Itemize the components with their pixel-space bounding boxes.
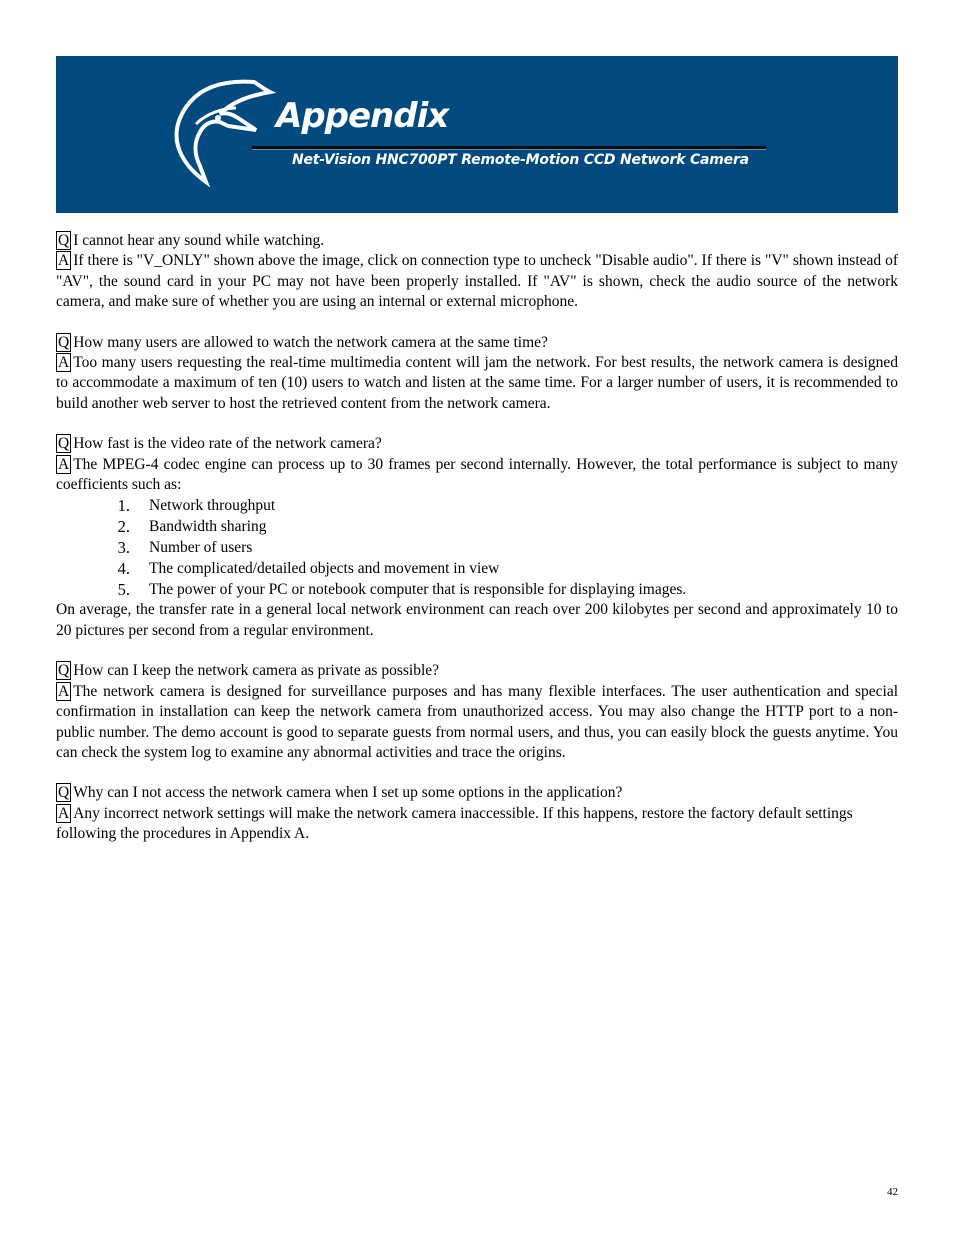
- answer-tag: A: [58, 354, 70, 372]
- answer-text: The MPEG-4 codec engine can process up to 30 frames per second internally. However, the total performance is subject to many coefficients such as:: [56, 455, 898, 494]
- page-number: 42: [887, 1186, 898, 1198]
- faq-item: [56, 333, 898, 415]
- faq-item: [56, 661, 898, 763]
- list-item: [56, 516, 898, 537]
- eagle-head-logo-icon: [166, 74, 276, 189]
- question-text: I cannot hear any sound while watching.: [73, 232, 325, 249]
- answer-text: Too many users requesting the real-time multimedia content will jam the network. For best results, the network camera is designed to accommodate a maximum of ten (10) users to watch and listen at the same time. For a larger number of users, it is recommended to build another web server to host the retrieved content from the network camera.: [56, 354, 898, 412]
- answer-continuation: On average, the transfer rate in a general local network environment can reach over 200 kilobytes per second and approximately 10 to 20 pictures per second from a regular environment.: [56, 601, 898, 639]
- faq-content: [56, 231, 898, 865]
- list-number: 2.: [117, 517, 130, 537]
- question-line: [56, 783, 898, 803]
- list-number: 4.: [117, 559, 130, 579]
- answer-line: [56, 251, 898, 312]
- list-number: 1.: [117, 496, 130, 516]
- question-text: Why can I not access the network camera when I set up some options in the application?: [73, 784, 623, 802]
- question-line: [56, 434, 898, 454]
- faq-item: [56, 434, 898, 641]
- answer-tag: A: [58, 455, 70, 473]
- faq-item: [56, 231, 898, 313]
- question-tag: Q: [58, 232, 70, 249]
- question-text: How fast is the video rate of the network camera?: [73, 435, 382, 453]
- list-number: 3.: [117, 538, 130, 558]
- list-item: [56, 537, 898, 558]
- question-tag: Q: [58, 662, 70, 680]
- list-text: Network throughput: [149, 497, 276, 515]
- header-banner: [56, 56, 898, 213]
- answer-tag: A: [58, 682, 70, 700]
- answer-tag: A: [58, 252, 70, 270]
- question-text: How many users are allowed to watch the network camera at the same time?: [73, 333, 548, 351]
- question-line: [56, 231, 898, 251]
- question-tag: Q: [58, 435, 70, 453]
- list-text: Bandwidth sharing: [149, 518, 267, 536]
- list-item: [56, 495, 898, 516]
- question-tag: Q: [58, 784, 70, 802]
- banner-subtitle: Net-Vision HNC700PT Remote-Motion CCD Network Camera: [292, 152, 749, 168]
- answer-line: [56, 804, 898, 845]
- answer-tag: A: [58, 804, 70, 822]
- banner-rule-highlight: [252, 149, 766, 150]
- banner-title: Appendix: [276, 96, 449, 136]
- answer-text: The network camera is designed for surveillance purposes and has many flexible interfaces. The user authentication and special confirmation in installation can keep the network camera from unauthorized access. You may also change the HTTP port to a non-public number. The demo account is good to separate guests from normal users, and thus, you can easily block the guests anytime. You can check the system log to examine any abnormal activities and trace the origins.: [56, 682, 898, 761]
- list-text: The power of your PC or notebook computer that is responsible for displaying images.: [149, 581, 687, 599]
- list-text: Number of users: [149, 539, 253, 557]
- faq-item: [56, 783, 898, 844]
- coefficient-list: [56, 495, 898, 600]
- question-line: [56, 333, 898, 353]
- list-item: [56, 558, 898, 579]
- list-number: 5.: [117, 580, 130, 600]
- list-item: [56, 579, 898, 600]
- answer-line: [56, 455, 898, 496]
- answer-line: [56, 353, 898, 414]
- question-line: [56, 661, 898, 681]
- question-text: How can I keep the network camera as private as possible?: [73, 662, 440, 680]
- answer-text: Any incorrect network settings will make the network camera inaccessible. If this happens, restore the factory default settings following the procedures in Appendix A.: [56, 804, 853, 843]
- answer-text: If there is "V_ONLY" shown above the image, click on connection type to uncheck "Disable audio". If there is "V" shown instead of "AV", the sound card in your PC may not have been properly installed. If "AV" is shown, check the audio source of the network camera, and make sure of whether you are using an internal or external microphone.: [56, 252, 898, 311]
- question-tag: Q: [58, 333, 70, 351]
- list-text: The complicated/detailed objects and movement in view: [149, 560, 500, 578]
- answer-line: [56, 682, 898, 764]
